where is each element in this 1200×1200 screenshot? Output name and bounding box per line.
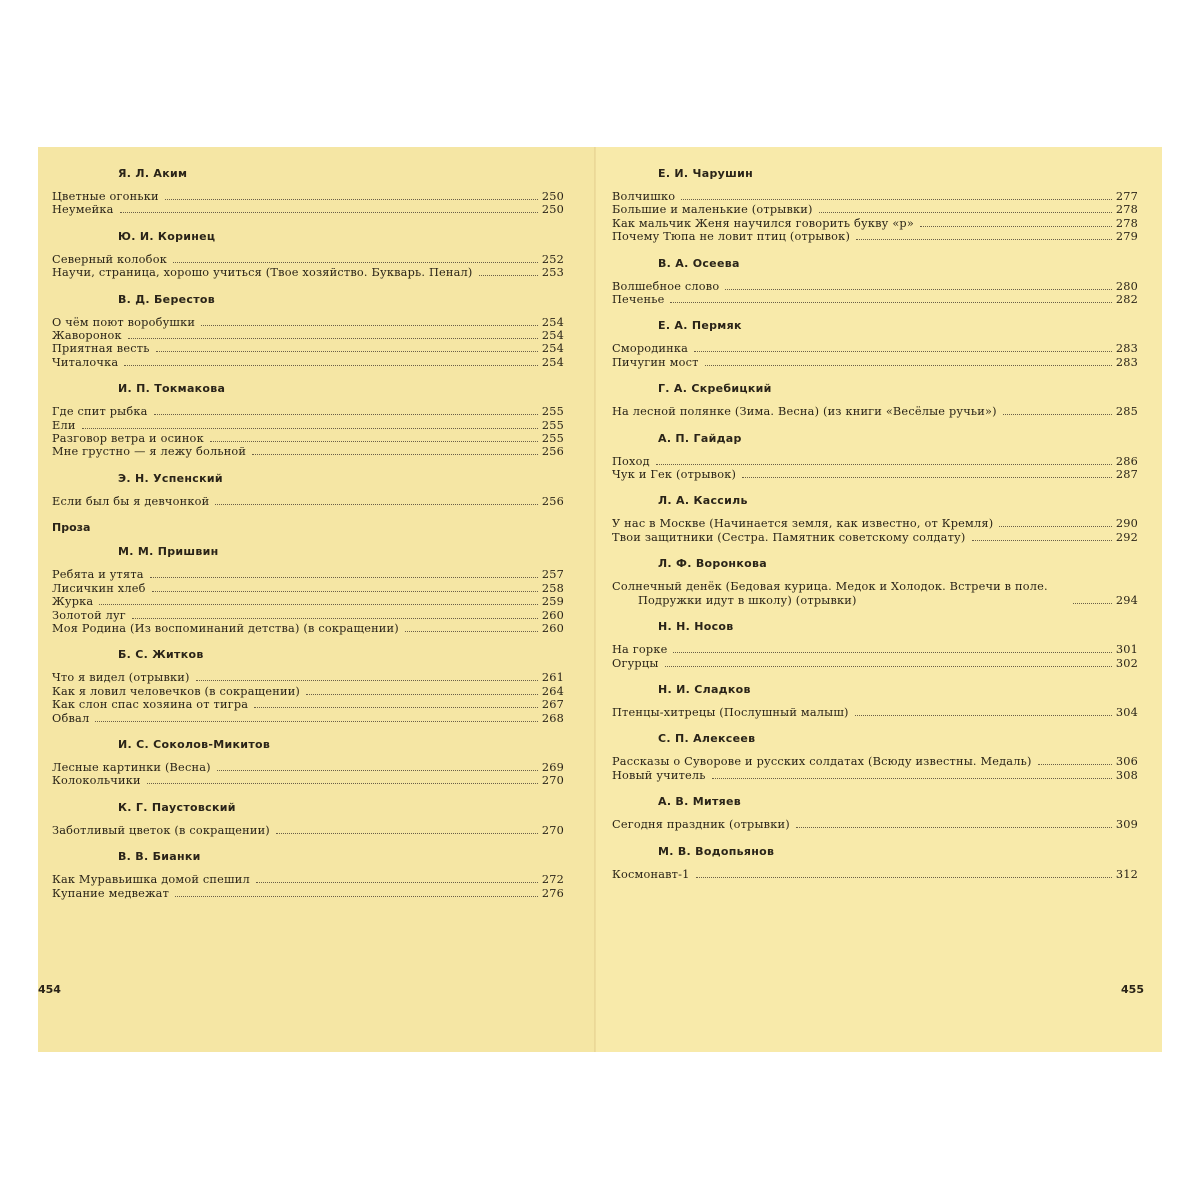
page-number: 280 (1115, 279, 1138, 293)
dot-leader (150, 577, 538, 578)
page-number: 252 (541, 252, 564, 266)
toc-entry (52, 342, 564, 355)
author-name: В. Д. Берестов (118, 292, 215, 306)
page-number: 260 (541, 608, 564, 622)
toc-section (612, 732, 1138, 782)
toc-section (612, 683, 1138, 719)
dot-leader (696, 877, 1112, 878)
dot-leader (256, 882, 538, 883)
entry-title-line: Солнечный денёк (Бедовая курица. Медок и Холодок. Встречи в поле. (612, 580, 1048, 594)
left-page (38, 147, 594, 1052)
page-number: 270 (541, 823, 564, 837)
dot-leader (819, 212, 1112, 213)
page-number: 261 (541, 671, 564, 685)
dot-leader (681, 199, 1112, 200)
entry-title: Сегодня праздник (отрывки) (612, 818, 790, 832)
dot-leader (165, 199, 538, 200)
dot-leader (673, 652, 1111, 653)
author-name: Л. Ф. Воронкова (658, 557, 767, 571)
dot-leader (217, 770, 538, 771)
toc-entry (52, 253, 564, 266)
entry-title: Смородинка (612, 342, 689, 356)
toc-entry (612, 230, 1138, 243)
toc-entry (612, 531, 1138, 544)
toc-entry (52, 190, 564, 203)
page-number: 254 (541, 355, 564, 369)
dot-leader (128, 338, 538, 339)
page-number: 255 (541, 405, 564, 419)
entry-title: Волшебное слово (612, 279, 720, 293)
dot-leader (405, 631, 538, 632)
page-number: 277 (1115, 190, 1138, 203)
entry-title: Поход (612, 454, 650, 468)
toc-section (52, 648, 564, 725)
entry-title: Почему Тюпа не ловит птиц (отрывок) (612, 230, 851, 244)
toc-entry (52, 495, 564, 508)
entry-title: Обвал (52, 711, 90, 725)
toc-section (612, 257, 1138, 307)
toc-entry (612, 755, 1138, 768)
dot-leader (82, 428, 538, 429)
entry-title: Космонавт-1 (612, 867, 690, 881)
toc-section (52, 738, 564, 788)
dot-leader (742, 477, 1112, 478)
page-number: 306 (1115, 755, 1138, 769)
dot-leader (154, 414, 538, 415)
dot-leader (705, 365, 1112, 366)
page-number: 290 (1115, 517, 1138, 531)
toc-entry (612, 517, 1138, 530)
entry-title: Большие и маленькие (отрывки) (612, 203, 813, 217)
page-number: 283 (1115, 342, 1138, 356)
page-number: 276 (541, 886, 564, 900)
entry-title: Ели (52, 418, 76, 432)
dot-leader (665, 666, 1112, 667)
toc-entry (52, 671, 564, 684)
entry-title: О чём поют воробушки (52, 315, 196, 329)
entry-title: Чук и Гек (отрывок) (612, 468, 737, 482)
page-number: 283 (1115, 355, 1138, 369)
author-name: М. В. Водопьянов (658, 844, 775, 858)
entry-title: Как мальчик Женя научился говорить букву «р» (612, 216, 914, 230)
page-number: 250 (541, 203, 564, 217)
entry-title: На лесной полянке (Зима. Весна) (из книги «Весёлые ручьи») (612, 405, 997, 419)
toc-entry (612, 643, 1138, 656)
page-number: 278 (1115, 216, 1138, 230)
toc-section (52, 850, 564, 900)
dot-leader (95, 721, 537, 722)
toc-entry (52, 622, 564, 635)
toc-entry (52, 774, 564, 787)
entry-title: Рассказы о Суворове и русских солдатах (Всюду известны. Медаль) (612, 755, 1032, 769)
toc-section (612, 845, 1138, 881)
toc-entry (52, 329, 564, 342)
entry-title: Золотой луг (52, 608, 126, 622)
toc-section (612, 382, 1138, 418)
author-name: Е. А. Пермяк (658, 319, 742, 333)
toc-entry (612, 293, 1138, 306)
dot-leader (796, 827, 1112, 828)
author-name: С. П. Алексеев (658, 732, 756, 746)
dot-leader (132, 618, 538, 619)
page-number: 256 (541, 494, 564, 508)
toc-entry (52, 568, 564, 581)
author-name: А. П. Гайдар (658, 431, 742, 445)
dot-leader (656, 464, 1112, 465)
page-number: 302 (1115, 656, 1138, 670)
entry-title: У нас в Москве (Начинается земля, как известно, от Кремля) (612, 517, 994, 531)
dot-leader (173, 262, 538, 263)
page-number: 259 (541, 595, 564, 609)
entry-title: Волчишко (612, 190, 676, 203)
dot-leader (712, 778, 1112, 779)
dot-leader (1073, 603, 1112, 604)
page-number: 250 (541, 190, 564, 203)
page-number: 287 (1115, 468, 1138, 482)
toc-entry (52, 685, 564, 698)
page-number: 257 (541, 568, 564, 582)
toc-entry (612, 342, 1138, 355)
toc-entry (612, 280, 1138, 293)
dot-leader (254, 707, 538, 708)
dot-leader (1038, 764, 1112, 765)
toc-entry (612, 455, 1138, 468)
toc-entry (612, 356, 1138, 369)
page-number: 269 (541, 760, 564, 774)
dot-leader (670, 302, 1111, 303)
toc-entry (52, 824, 564, 837)
entry-title: Если был бы я девчонкой (52, 494, 210, 508)
page-number: 282 (1115, 293, 1138, 307)
entry-title: Где спит рыбка (52, 405, 148, 419)
section-heading: Проза (52, 521, 91, 535)
toc-entry (612, 580, 1138, 607)
toc-entry (612, 217, 1138, 230)
toc-entry (52, 698, 564, 711)
author-name: Ю. И. Коринец (118, 229, 216, 243)
author-name: А. В. Митяев (658, 795, 742, 809)
dot-leader (920, 226, 1112, 227)
dot-leader (855, 715, 1112, 716)
page-number: 258 (541, 581, 564, 595)
dot-leader (215, 504, 538, 505)
entry-title: Птенцы-хитрецы (Послушный малыш) (612, 705, 849, 719)
toc-entry (52, 609, 564, 622)
dot-leader (201, 325, 538, 326)
entry-title: Как слон спас хозяина от тигра (52, 698, 249, 712)
page-number: 255 (541, 432, 564, 446)
page-number: 264 (541, 684, 564, 698)
author-name: Э. Н. Успенский (118, 471, 223, 485)
page-number: 278 (1115, 203, 1138, 217)
dot-leader (252, 454, 538, 455)
dot-leader (276, 833, 538, 834)
entry-title: Неумейка (52, 203, 114, 217)
entry-title-continuation: Подружки идут в школу) (отрывки) (638, 593, 857, 607)
dot-leader (1003, 414, 1112, 415)
page-number: 308 (1115, 768, 1138, 782)
page-number: 279 (1115, 230, 1138, 244)
author-name: В. В. Бианки (118, 850, 201, 864)
entry-title: Лисичкин хлеб (52, 581, 146, 595)
dot-leader (694, 351, 1112, 352)
entry-title: Моя Родина (Из воспоминаний детства) (в сокращении) (52, 621, 399, 635)
author-name: Е. И. Чарушин (658, 167, 753, 180)
dot-leader (147, 783, 538, 784)
toc-entry (52, 266, 564, 279)
author-name: Л. А. Кассиль (658, 494, 748, 508)
entry-title: Печенье (612, 293, 665, 307)
entry-title: Заботливый цветок (в сокращении) (52, 823, 270, 837)
entry-title: Цветные огоньки (52, 190, 159, 203)
toc-entry (612, 468, 1138, 481)
entry-title: Лесные картинки (Весна) (52, 760, 211, 774)
dot-leader (856, 239, 1112, 240)
dot-leader (120, 212, 538, 213)
entry-title: Приятная весть (52, 342, 150, 356)
toc-section (52, 382, 564, 459)
dot-leader (972, 540, 1112, 541)
page-number: 292 (1115, 530, 1138, 544)
entry-title: Читалочка (52, 355, 119, 369)
author-name: И. С. Соколов-Микитов (118, 737, 271, 751)
toc-entry (612, 405, 1138, 418)
toc-entry (52, 712, 564, 725)
toc-section (612, 167, 1138, 244)
page-number: 270 (541, 774, 564, 788)
entry-title: Купание медвежат (52, 886, 170, 900)
toc-section (52, 293, 564, 370)
toc-entry (612, 706, 1138, 719)
page-number: 255 (541, 418, 564, 432)
entry-title: Твои защитники (Сестра. Памятник советскому солдату) (612, 530, 966, 544)
toc-entry (612, 769, 1138, 782)
entry-title: Пичугин мост (612, 355, 699, 369)
entry-title: Колокольчики (52, 774, 141, 788)
toc-entry (52, 405, 564, 418)
page-number: 256 (541, 445, 564, 459)
toc-section (612, 319, 1138, 369)
page-number: 312 (1115, 867, 1138, 881)
dot-leader (210, 441, 538, 442)
entry-title: Мне грустно — я лежу больной (52, 445, 247, 459)
page-number: 254 (541, 315, 564, 329)
dot-leader (196, 680, 538, 681)
entry-title: Разговор ветра и осинок (52, 432, 204, 446)
toc-entry (52, 419, 564, 432)
toc-section (612, 795, 1138, 831)
toc-entry (52, 432, 564, 445)
toc-section (52, 801, 564, 837)
toc-entry (52, 582, 564, 595)
page-number: 253 (541, 266, 564, 280)
page-number: 268 (541, 711, 564, 725)
entry-title: Ребята и утята (52, 568, 144, 582)
toc-entry (612, 657, 1138, 670)
entry-title: Журка (52, 595, 94, 609)
folio-number: 454 (38, 983, 61, 996)
dot-leader (124, 365, 538, 366)
entry-title: Северный колобок (52, 252, 167, 266)
page-number: 260 (541, 621, 564, 635)
toc-entry (52, 873, 564, 886)
author-name: Б. С. Житков (118, 648, 204, 662)
author-name: М. М. Пришвин (118, 545, 219, 559)
toc-entry (52, 595, 564, 608)
entry-title: Как я ловил человечков (в сокращении) (52, 684, 301, 698)
page-number: 285 (1115, 405, 1138, 419)
toc-section (612, 432, 1138, 482)
author-name: Н. И. Сладков (658, 682, 751, 696)
folio-number: 455 (1121, 983, 1144, 996)
entry-title (612, 580, 1067, 607)
entry-title: Научи, страница, хорошо учиться (Твое хозяйство. Букварь. Пенал) (52, 266, 473, 280)
dot-leader (99, 604, 537, 605)
dot-leader (999, 526, 1112, 527)
toc-entry (612, 818, 1138, 831)
toc-entry (52, 356, 564, 369)
entry-title: Огурцы (612, 656, 659, 670)
entry-title: Что я видел (отрывки) (52, 671, 190, 685)
right-page (596, 147, 1162, 1052)
entry-title: Новый учитель (612, 768, 706, 782)
toc-entry (52, 887, 564, 900)
dot-leader (156, 351, 538, 352)
toc-section (52, 472, 564, 508)
dot-leader (152, 591, 538, 592)
toc-section (52, 545, 564, 635)
author-name: Я. Л. Аким (118, 167, 188, 180)
page-number: 254 (541, 329, 564, 343)
toc-entry (612, 868, 1138, 881)
entry-title: На горке (612, 643, 668, 657)
author-name: И. П. Токмакова (118, 382, 226, 396)
toc-entry (612, 203, 1138, 216)
toc-section (612, 620, 1138, 670)
author-name: В. А. Осеева (658, 256, 740, 270)
author-name: Г. А. Скребицкий (658, 382, 772, 396)
dot-leader (306, 694, 538, 695)
author-name: К. Г. Паустовский (118, 800, 236, 814)
entry-title: Как Муравьишка домой спешил (52, 873, 250, 887)
page-number: 272 (541, 873, 564, 887)
toc-section (52, 230, 564, 280)
toc-entry (52, 761, 564, 774)
page-number: 286 (1115, 454, 1138, 468)
page-number: 254 (541, 342, 564, 356)
dot-leader (175, 896, 538, 897)
toc-entry (52, 445, 564, 458)
toc-entry (52, 316, 564, 329)
toc-entry (612, 190, 1138, 203)
author-name: Н. Н. Носов (658, 620, 734, 634)
page-number: 267 (541, 698, 564, 712)
page-number: 309 (1115, 818, 1138, 832)
toc-section (52, 167, 564, 217)
dot-leader (725, 289, 1111, 290)
toc-section (612, 494, 1138, 544)
toc-section (612, 557, 1138, 607)
page-number: 301 (1115, 643, 1138, 657)
toc-entry (52, 203, 564, 216)
page-number: 294 (1115, 593, 1138, 607)
entry-title: Жаворонок (52, 329, 122, 343)
dot-leader (479, 275, 538, 276)
page-number: 304 (1115, 705, 1138, 719)
